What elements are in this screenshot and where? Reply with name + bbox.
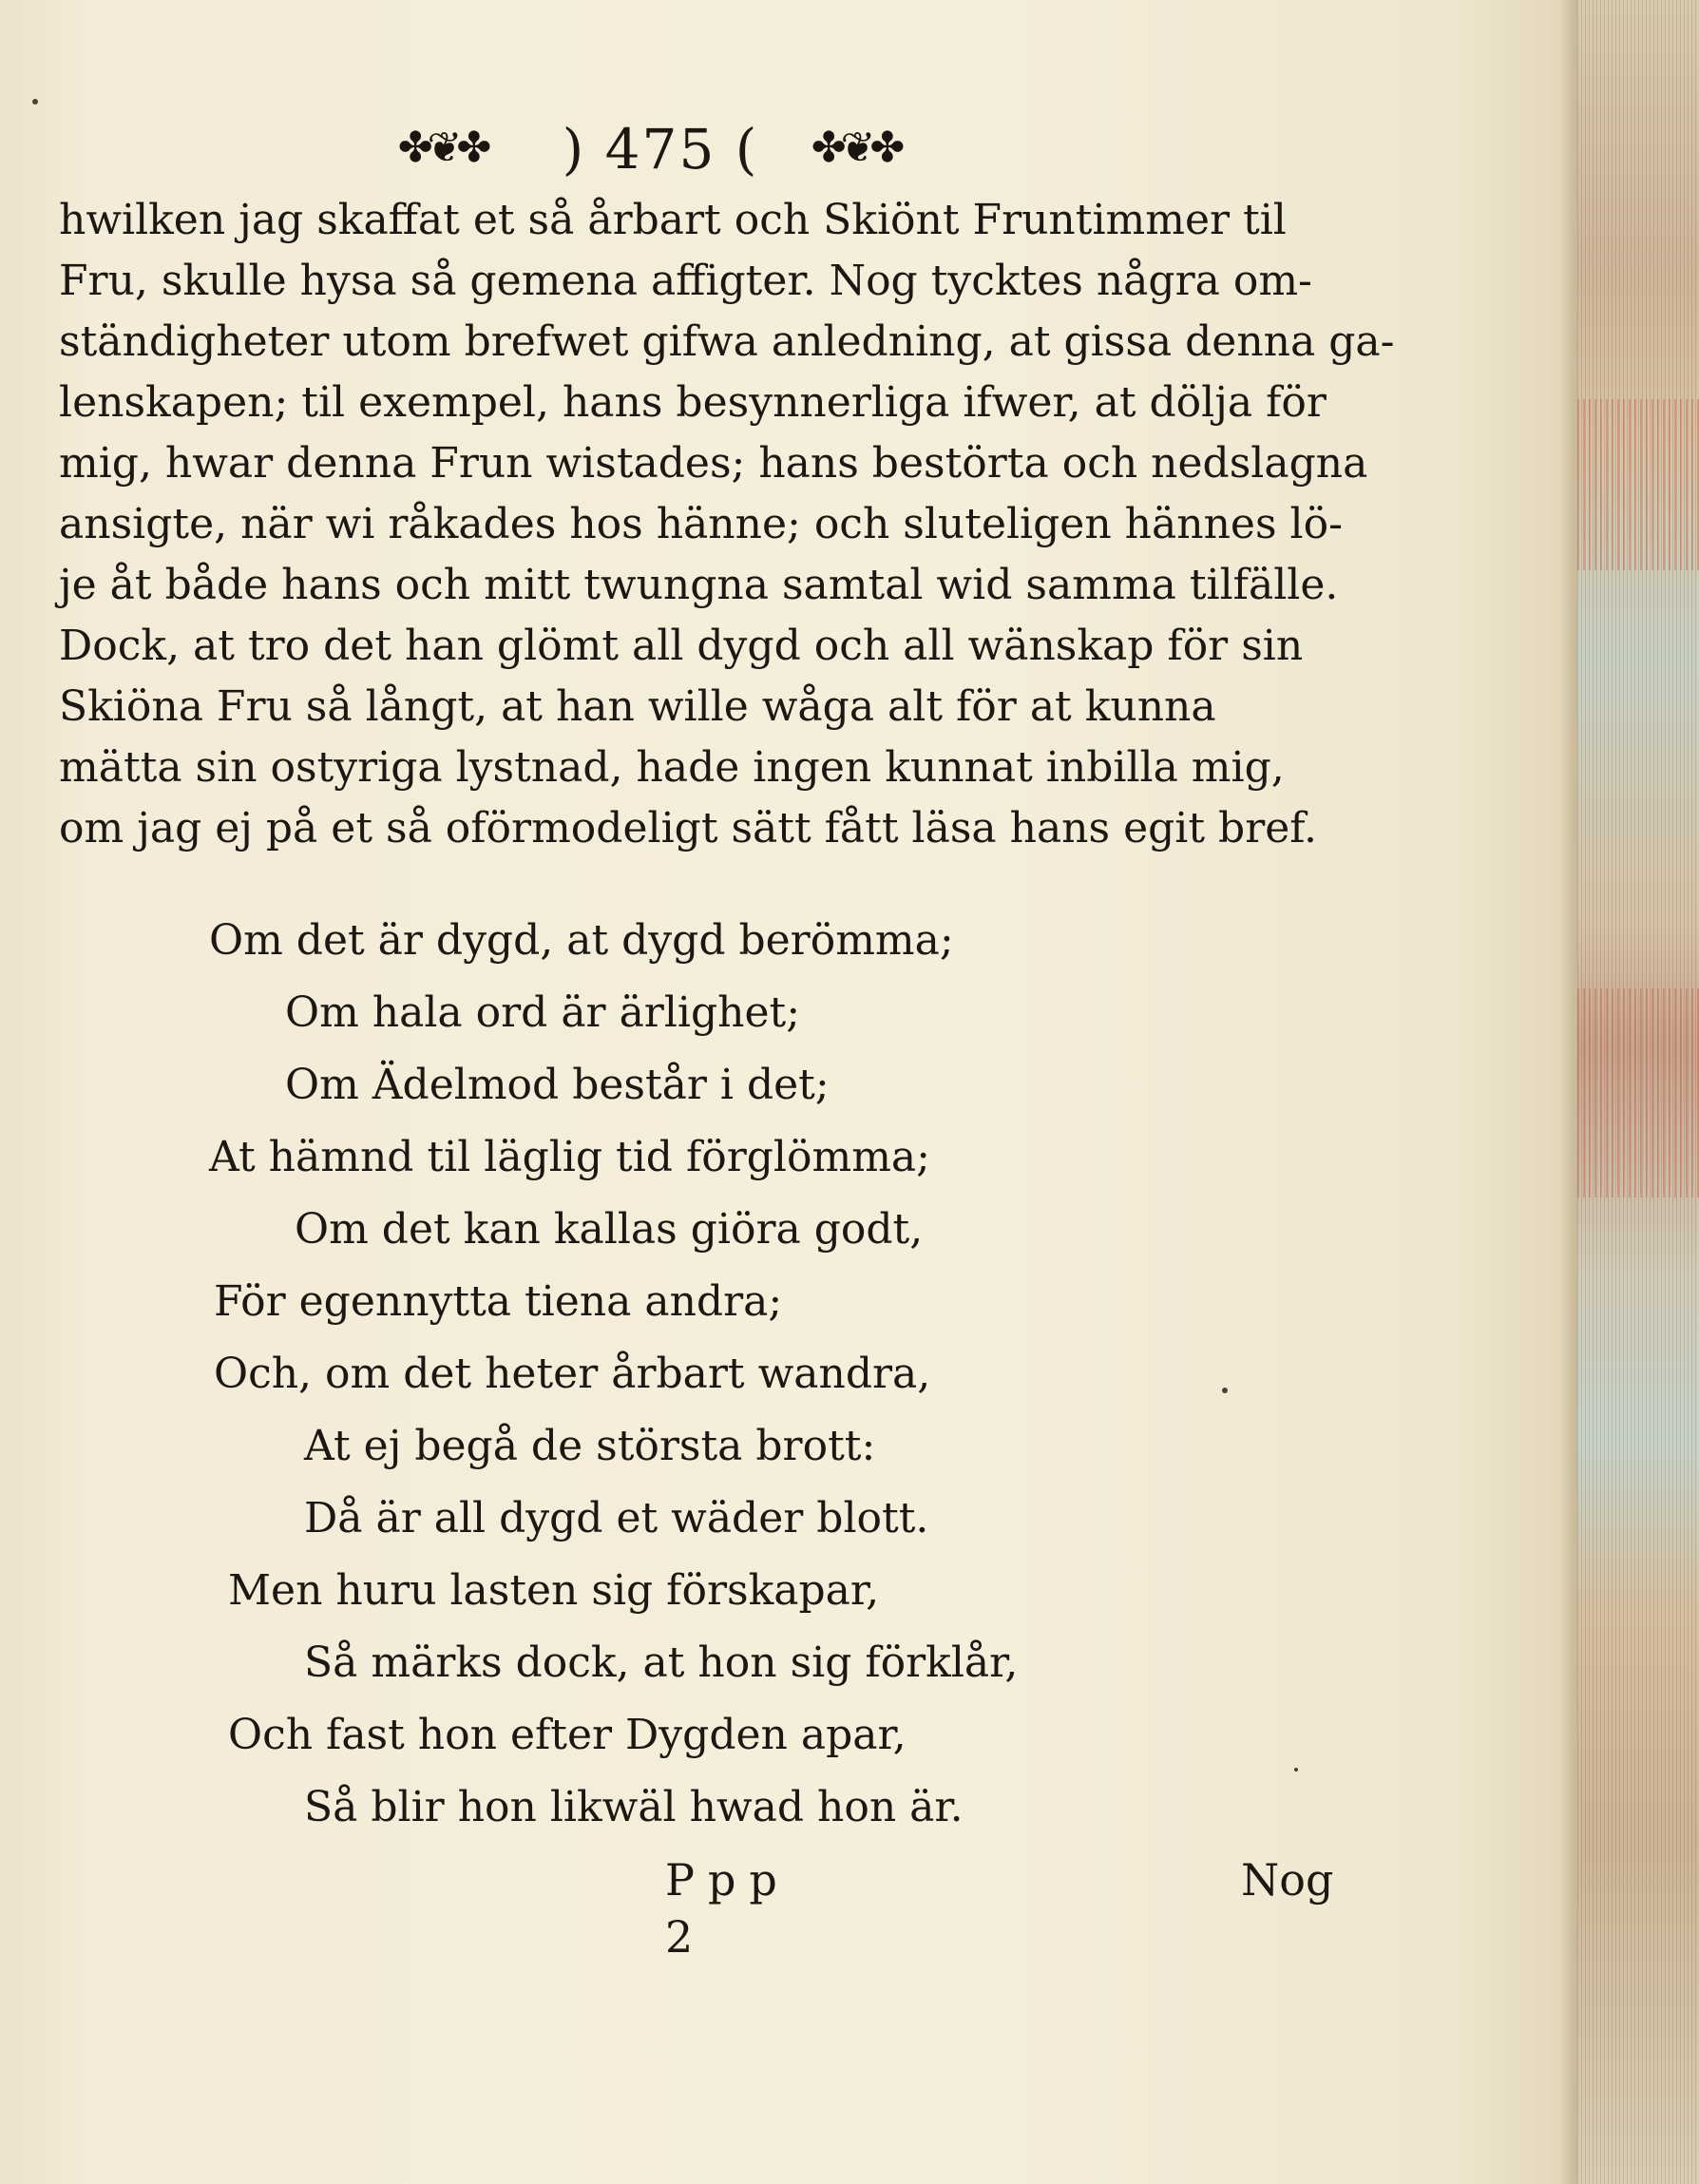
text-line: mig, hwar denna Frun wistades; hans bestörta och nedslagna: [59, 439, 1368, 488]
page-edge-stain: [1577, 988, 1699, 1197]
text-line: je åt både hans och mitt twungna samtal wid samma tilfälle.: [59, 561, 1339, 609]
prose-text: [59, 190, 1395, 859]
ink-speck: [32, 99, 38, 105]
page-header: [380, 116, 950, 192]
verse-line: Om det är dygd, at dygd berömma;: [209, 916, 954, 965]
verse-line: För egennytta tiena andra;: [214, 1277, 783, 1326]
verse-line: Om Ädelmod består i det;: [285, 1061, 830, 1109]
page-number: ) 475 (: [562, 117, 759, 182]
text-line: Fru, skulle hysa så gemena affigter. Nog tycktes några om-: [59, 257, 1312, 305]
left-ornament-icon: ✤❦✤: [397, 124, 487, 172]
text-line: Dock, at tro det han glömt all dygd och all wänskap för sin: [59, 622, 1304, 670]
verse-line: Så blir hon likwäl hwad hon är.: [304, 1783, 964, 1831]
text-line: om jag ej på et så oförmodeligt sätt fått läsa hans egit bref.: [59, 804, 1317, 853]
text-line: Skiöna Fru så långt, at han wille wåga alt för at kunna: [59, 682, 1216, 731]
verse-line: Om det kan kallas giöra godt,: [295, 1205, 924, 1254]
text-line: lenskapen; til exempel, hans besynnerliga ifwer, at dölja för: [59, 378, 1327, 427]
verse-line: Men huru lasten sig förskapar,: [228, 1566, 880, 1615]
text-line: ständigheter utom brefwet gifwa anledning, at gissa denna ga-: [59, 317, 1395, 366]
verse-line: At hämnd til läglig tid förglömma;: [209, 1133, 930, 1181]
catchword: Nog: [1241, 1854, 1334, 1906]
signature-mark: Ppp 2: [665, 1854, 791, 1963]
text-line: ansigte, när wi råkades hos hänne; och sluteligen hännes lö-: [59, 500, 1343, 548]
verse-line: Så märks dock, at hon sig förklår,: [304, 1638, 1019, 1687]
verse-line: At ej begå de största brott:: [304, 1422, 876, 1470]
right-ornament-icon: ✤❦✤: [811, 124, 900, 172]
verse-line: Och, om det heter årbart wandra,: [214, 1350, 931, 1398]
text-line: hwilken jag skaffat et så årbart och Skiönt Fruntimmer til: [59, 196, 1287, 244]
ink-speck: [1222, 1388, 1228, 1393]
verse-line: Om hala ord är ärlighet;: [285, 988, 801, 1037]
verse-line: Och fast hon efter Dygden apar,: [228, 1711, 907, 1759]
ink-speck: [1294, 1768, 1298, 1772]
page-edge-stain: [1577, 399, 1699, 570]
text-line: mätta sin ostyriga lystnad, hade ingen kunnat inbilla mig,: [59, 743, 1285, 792]
page-gutter-shadow: [1558, 0, 1577, 2184]
verse-line: Då är all dygd et wäder blott.: [304, 1494, 929, 1542]
